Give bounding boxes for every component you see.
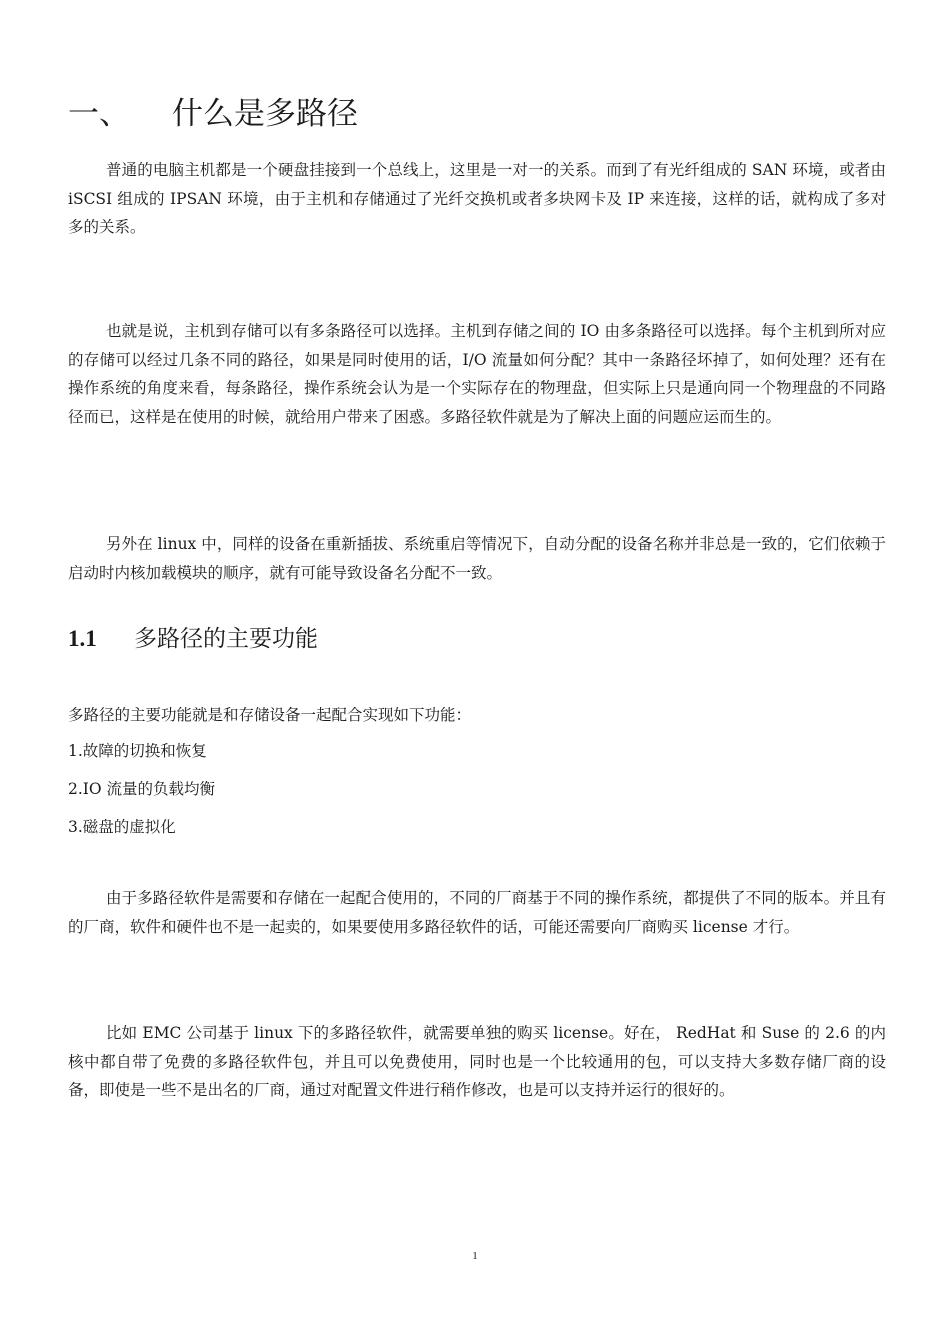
paragraph-emc-redhat: 比如 EMC 公司基于 linux 下的多路径软件，就需要单独的购买 license。好在， RedHat 和 Suse 的 2.6 的内核中都自带了免费的多路径软件包，并且可以免费使用，同时也是一个比较通用的包，可以支持大多数存储厂商的设备，即使是一些不是出名的厂商，通过对配置文件进行稍作修改，也是可以支持并运行的很好的。 [68,1024,886,1099]
page-number: 1 [472,1250,478,1262]
heading-2-number: 1.1 [68,626,97,651]
paragraph-multipath-problem: 也就是说，主机到存储可以有多条路径可以选择。主机到存储之间的 IO 由多条路径可以选择。每个主机到所对应的存储可以经过几条不同的路径，如果是同时使用的话，I/O 流量如何分配？其中一条路径坏掉了，如何处理？还有在操作系统的角度来看，每条路径，操作系统会认为是一个实际存在的物理盘，但实际上只是通向同一个物理盘的不同路径而已，这样是在使用的时候，就给用户带来了困惑。多路径软件就是为了解决上面的问题应运而生的。 [68,322,886,426]
heading-2 [68,620,318,653]
feature-item-failover: 1.故障的切换和恢复 [68,742,207,760]
features-intro: 多路径的主要功能就是和存储设备一起配合实现如下功能： [68,706,472,724]
paragraph-linux-device-names: 另外在 linux 中，同样的设备在重新插拔、系统重启等情况下，自动分配的设备名称并非总是一致的，它们依赖于启动时内核加载模块的顺序，就有可能导致设备名分配不一致。 [68,535,886,582]
paragraph-vendor-versions: 由于多路径软件是需要和存储在一起配合使用的，不同的厂商基于不同的操作系统，都提供了不同的版本。并且有的厂商，软件和硬件也不是一起卖的，如果要使用多路径软件的话，可能还需要向厂商购买 license 才行。 [68,889,886,936]
heading-1-number: 一、 [68,96,130,132]
feature-item-virtualization: 3.磁盘的虚拟化 [68,818,176,836]
feature-item-load-balance: 2.IO 流量的负载均衡 [68,780,216,798]
heading-1-title: 什么是多路径 [172,96,358,132]
heading-2-title: 多路径的主要功能 [134,626,318,652]
paragraph-intro-san: 普通的电脑主机都是一个硬盘挂接到一个总线上，这里是一对一的关系。而到了有光纤组成的 SAN 环境，或者由 iSCSI 组成的 IPSAN 环境，由于主机和存储通过了光纤交换机或者多块网卡及 IP 来连接，这样的话，就构成了多对多的关系。 [68,161,886,236]
heading-1 [68,88,358,133]
